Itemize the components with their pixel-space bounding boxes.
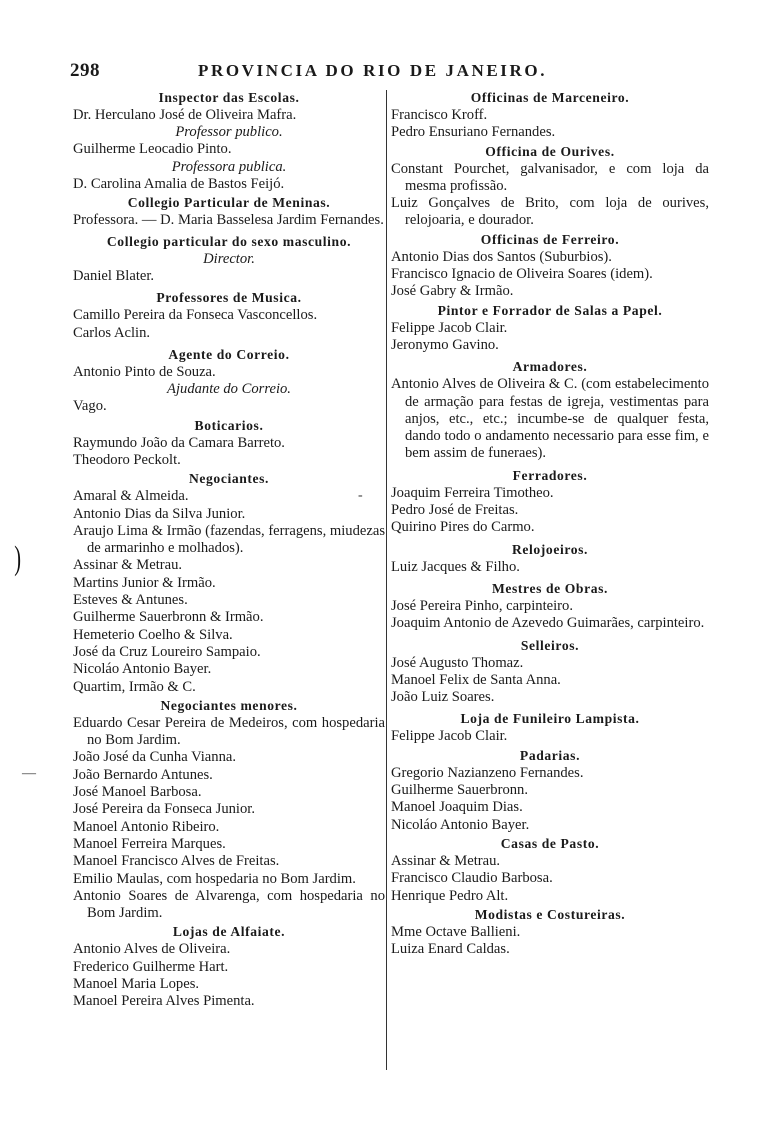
list-item: Martins Junior & Irmão.: [73, 574, 216, 591]
margin-tick-mark: —: [22, 766, 36, 781]
section-pintor: [391, 302, 709, 355]
section-negociantes: [73, 470, 385, 696]
list-item: Camillo Pereira da Fonseca Vasconcellos.: [73, 307, 318, 324]
list-item: Daniel Blater.: [73, 268, 155, 285]
column-divider: [386, 90, 387, 1070]
section-correio: [73, 346, 385, 416]
role-label: Director.: [203, 251, 255, 268]
margin-bracket-mark: ): [14, 540, 22, 577]
section-heading: Negociantes menores.: [160, 697, 298, 713]
section-ferreiro: [391, 231, 709, 301]
list-item: Esteves & Antunes.: [73, 592, 188, 609]
running-title: PROVINCIA DO RIO DE JANEIRO.: [198, 61, 548, 80]
section-marceneiro: [391, 89, 709, 142]
page-header: [70, 60, 710, 86]
list-item: José Pereira da Fonseca Junior.: [73, 801, 255, 818]
list-item: Jeronymo Gavino.: [391, 336, 499, 353]
role-label: Ajudante do Correio.: [167, 381, 291, 398]
list-item: Dr. Herculano José de Oliveira Mafra.: [73, 107, 297, 123]
section-heading: Officinas de Marceneiro.: [470, 90, 630, 105]
list-item: Professora. — D. Maria Basselesa Jardim Fernandes.: [73, 211, 384, 228]
role-label: Professora publica.: [171, 158, 287, 175]
page-number: 298: [70, 60, 100, 81]
section-heading: Officina de Ourives.: [485, 143, 615, 159]
left-column: [73, 88, 385, 1011]
section-heading: Professores de Musica.: [156, 290, 302, 306]
section-heading: Officinas de Ferreiro.: [480, 231, 620, 247]
list-item: Pedro José de Freitas.: [391, 502, 519, 519]
list-item: Manoel Maria Lopes.: [73, 975, 200, 992]
list-item: Guilherme Leocadio Pinto.: [73, 141, 232, 158]
list-item: Frederico Guilherme Hart.: [73, 958, 229, 975]
section-heading: Modistas e Costureiras.: [474, 906, 626, 922]
list-item: Joaquim Antonio de Azevedo Guimarães, carpinteiro.: [391, 615, 705, 632]
list-item: Joaquim Ferreira Timotheo.: [391, 484, 554, 501]
section-collegio-meninas: [73, 194, 385, 229]
list-item: Manoel Felix de Santa Anna.: [391, 671, 561, 688]
section-armadores: [391, 358, 709, 462]
section-heading: Pintor e Forrador de Salas a Papel.: [437, 302, 663, 318]
list-item: Manoel Joaquim Dias.: [391, 799, 523, 816]
list-item: Constant Pourchet, galvanisador, e com loja da mesma profissão.: [391, 160, 709, 194]
list-item: Araujo Lima & Irmão (fazendas, ferragens, miudezas de armarinho e molhados).: [73, 522, 386, 557]
list-item: Manoel Francisco Alves de Freitas.: [73, 853, 280, 870]
section-heading: Selleiros.: [520, 637, 580, 653]
list-item: Francisco Ignacio de Oliveira Soares (idem).: [391, 266, 653, 283]
section-padarias: [391, 747, 709, 834]
list-item: José da Cruz Loureiro Sampaio.: [73, 643, 261, 660]
list-item: Manoel Ferreira Marques.: [73, 835, 226, 852]
list-item: Manoel Antonio Ribeiro.: [73, 818, 220, 835]
section-heading: Ferradores.: [512, 467, 588, 483]
list-item: Nicoláo Antonio Bayer.: [73, 661, 212, 678]
section-mestres-obras: [391, 580, 709, 633]
list-item: Antonio Dias da Silva Junior.: [73, 505, 246, 522]
section-collegio-masculino: [73, 233, 385, 285]
list-item: Luiz Gonçalves de Brito, com loja de ourives, relojoaria, e dourador.: [391, 195, 709, 229]
section-heading: Agente do Correio.: [168, 347, 290, 363]
list-item: Antonio Alves de Oliveira.: [73, 941, 231, 958]
section-ferradores: [391, 467, 709, 537]
section-alfaiate: [73, 923, 385, 1010]
section-musica: [73, 289, 385, 342]
section-heading: Armadores.: [512, 359, 588, 375]
section-heading: Collegio particular do sexo masculino.: [106, 234, 352, 250]
list-item: Mme Octave Ballieni.: [391, 923, 521, 940]
section-selleiros: [391, 637, 709, 707]
list-item: D. Carolina Amalia de Bastos Feijó.: [73, 175, 285, 192]
list-item: João Bernardo Antunes.: [73, 766, 213, 783]
list-item: José Augusto Thomaz.: [391, 654, 524, 671]
list-item: Antonio Alves de Oliveira & C. (com estabelecimento de armação para festas de igreja, vestimentas para anjos, etc., etc.; incumbe-se de qualquer festa, dando todo o andamento necessario para esse fim, e bem assim de funeraes).: [391, 376, 709, 462]
list-item: Antonio Pinto de Souza.: [73, 364, 216, 381]
list-item: Quartim, Irmão & C.: [73, 678, 196, 695]
list-item: Felippe Jacob Clair.: [391, 319, 508, 336]
section-ourives: [391, 143, 709, 230]
section-heading: Collegio Particular de Meninas.: [127, 194, 331, 210]
list-item: Antonio Soares de Alvarenga, com hospedaria no Bom Jardim.: [73, 887, 385, 922]
section-heading: Padarias.: [519, 747, 581, 763]
list-item: Gregorio Nazianzeno Fernandes.: [391, 764, 584, 781]
section-heading: Mestres de Obras.: [491, 580, 609, 596]
list-item: Assinar & Metrau.: [391, 852, 501, 869]
list-item: Henrique Pedro Alt.: [391, 887, 509, 904]
list-item: Luiza Enard Caldas.: [391, 941, 510, 958]
section-inspector: [73, 89, 385, 193]
section-modistas: [391, 906, 709, 959]
list-item: José Pereira Pinho, carpinteiro.: [391, 597, 573, 614]
section-boticarios: [73, 417, 385, 470]
list-item: Quirino Pires do Carmo.: [391, 519, 535, 536]
list-item: Antonio Dias dos Santos (Suburbios).: [391, 248, 612, 265]
section-heading: Inspector das Escolas.: [158, 90, 300, 105]
section-funileiro: [391, 710, 709, 745]
list-item: Vago.: [73, 398, 107, 415]
section-casas-pasto: [391, 835, 709, 905]
list-item: Assinar & Metrau.: [73, 557, 183, 574]
list-item: Felippe Jacob Clair.: [391, 728, 508, 745]
list-item: João Luiz Soares.: [391, 689, 495, 706]
list-item: Pedro Ensuriano Fernandes.: [391, 124, 556, 141]
section-heading: Lojas de Alfaiate.: [172, 924, 286, 940]
list-item: Raymundo João da Camara Barreto.: [73, 434, 285, 451]
list-item: Carlos Aclin.: [73, 324, 151, 341]
list-item: Luiz Jacques & Filho.: [391, 558, 520, 575]
section-heading: Casas de Pasto.: [500, 835, 600, 851]
list-item: Emilio Maulas, com hospedaria no Bom Jardim.: [73, 870, 356, 887]
list-item: Eduardo Cesar Pereira de Medeiros, com hospedaria no Bom Jardim.: [73, 714, 385, 749]
list-item: Francisco Kroff.: [391, 107, 488, 123]
list-item: Manoel Pereira Alves Pimenta.: [73, 993, 255, 1010]
section-relojoeiros: [391, 541, 709, 576]
section-heading: Negociantes.: [188, 471, 270, 487]
section-heading: Relojoeiros.: [511, 541, 589, 557]
list-item: José Manoel Barbosa.: [73, 784, 202, 801]
list-item: João José da Cunha Vianna.: [73, 749, 237, 766]
list-item: Guilherme Sauerbronn & Irmão.: [73, 609, 264, 626]
role-label: Professor publico.: [175, 124, 283, 141]
list-item: Nicoláo Antonio Bayer.: [391, 816, 530, 833]
margin-dot-mark: -: [358, 488, 363, 503]
section-heading: Loja de Funileiro Lampista.: [460, 711, 640, 727]
list-item: José Gabry & Irmão.: [391, 283, 514, 300]
right-column: [391, 88, 709, 958]
list-item: Theodoro Peckolt.: [73, 451, 181, 468]
list-item: Francisco Claudio Barbosa.: [391, 870, 553, 887]
list-item: Amaral & Almeida.: [73, 488, 189, 505]
section-negociantes-menores: [73, 697, 385, 923]
list-item: Guilherme Sauerbronn.: [391, 782, 528, 799]
list-item: Hemeterio Coelho & Silva.: [73, 626, 233, 643]
section-heading: Boticarios.: [194, 417, 264, 433]
